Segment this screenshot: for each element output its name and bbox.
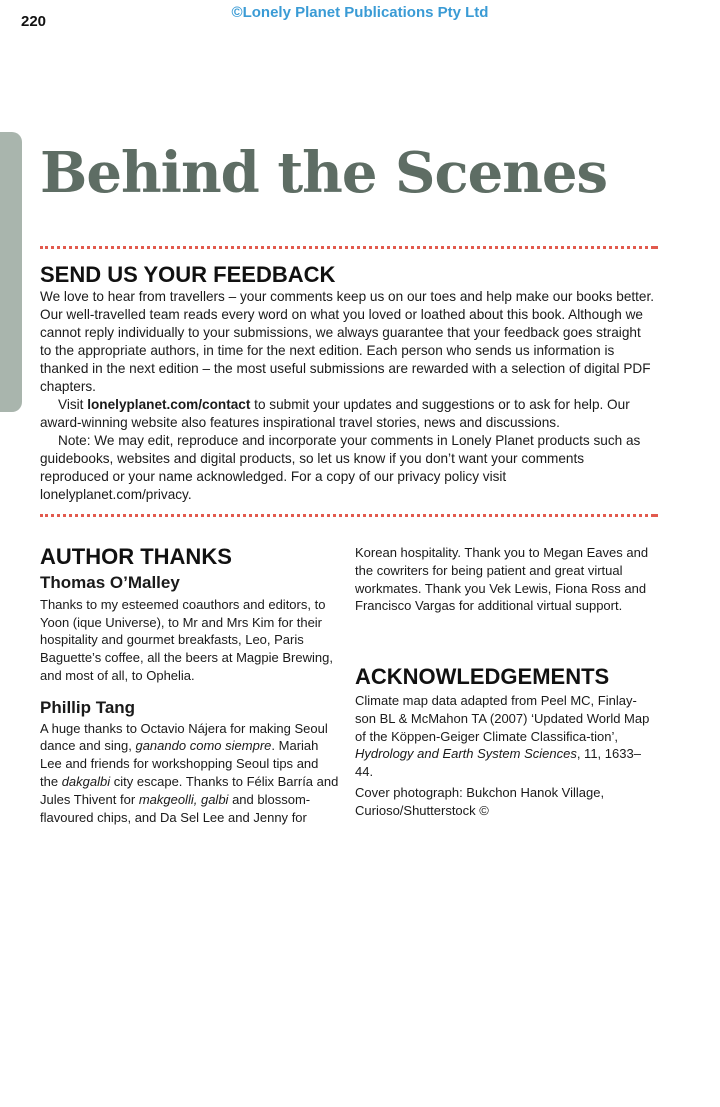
climate-map-credit: Climate map data adapted from Peel MC, Finlay-son BL & McMahon TA (2007) ‘Updated World Map of the Köppen-Geiger Climate Classifica-tion’, Hydrology and Earth System Sciences, 11, 1633–44. <box>355 693 650 780</box>
contact-link[interactable]: lonelyplanet.com/contact <box>87 397 251 412</box>
feedback-heading: SEND US YOUR FEEDBACK <box>40 262 336 287</box>
author-thanks-text-phillip: A huge thanks to Octavio Nájera for making Seoul dance and sing, ganando como siempre. Mariah Lee and friends for workshopping Seoul tips and the dakgalbi city escape. Thanks to Félix Barría and Jules Thivent for makgeolli, galbi and blossom-flavoured chips, and Da Sel Lee and Jenny for <box>40 720 339 825</box>
author-thanks-heading: AUTHOR THANKS <box>40 544 232 569</box>
feedback-paragraph-contact: Visit lonelyplanet.com/contact to submit your updates and suggestions or to ask for help. Our award-winning website also features inspirational travel stories, news and discussions. <box>40 397 630 430</box>
author-name-phillip: Phillip Tang <box>40 697 136 717</box>
chapter-tab <box>0 132 22 412</box>
copyright-notice: ©Lonely Planet Publications Pty Ltd <box>231 4 489 21</box>
page-number: 220 <box>21 13 47 30</box>
page-title: Behind the Scenes <box>40 140 608 206</box>
author-thanks-text-thomas: Thanks to my esteemed coauthors and editors, to Yoon (ique Universe), to Mr and Mrs Kim for their hospitality and gourmet breakfasts, Leo, Paris Baguette’s coffee, all the beers at Magpie Brewing, and most of all, to Ophelia. <box>40 596 333 683</box>
cover-photo-credit: Cover photograph: Bukchon Hanok Village, Curioso/Shutterstock © <box>355 784 605 818</box>
author-name-thomas: Thomas O’Malley <box>40 573 180 592</box>
divider-bottom <box>40 514 654 517</box>
feedback-paragraph: We love to hear from travellers – your comments keep us on our toes and help make our books better. Our well-travelled team reads every word on what you loved or loathed about this book. Although we cannot reply individually to your submissions, we always guarantee that your feedback goes straight to the appropriate authors, in time for the next edition. Each person who sends us information is thanked in the next edition – the most useful submissions are rewarded with a selection of digital PDF chapters. <box>40 289 655 394</box>
feedback-paragraph-note: Note: We may edit, reproduce and incorporate your comments in Lonely Planet products such as guidebooks, websites and digital products, so let us know if you don’t want your comments reproduced or your name acknowledged. For a copy of our privacy policy visit lonelyplanet.com/privacy. <box>40 433 641 502</box>
feedback-body <box>40 288 655 504</box>
acknowledgements-body <box>355 692 655 820</box>
author-thanks-text-phillip-continued: Korean hospitality. Thank you to Megan Eaves and the cowriters for being patient and great virtual workmates. Thank you Vek Lewis, Fiona Ross and Francisco Vargas for additional virtual support. <box>355 545 649 614</box>
author-thanks-column-left <box>40 574 340 826</box>
divider-top <box>40 246 654 249</box>
acknowledgements-heading: ACKNOWLEDGEMENTS <box>355 664 610 689</box>
author-thanks-column-right <box>355 544 655 615</box>
